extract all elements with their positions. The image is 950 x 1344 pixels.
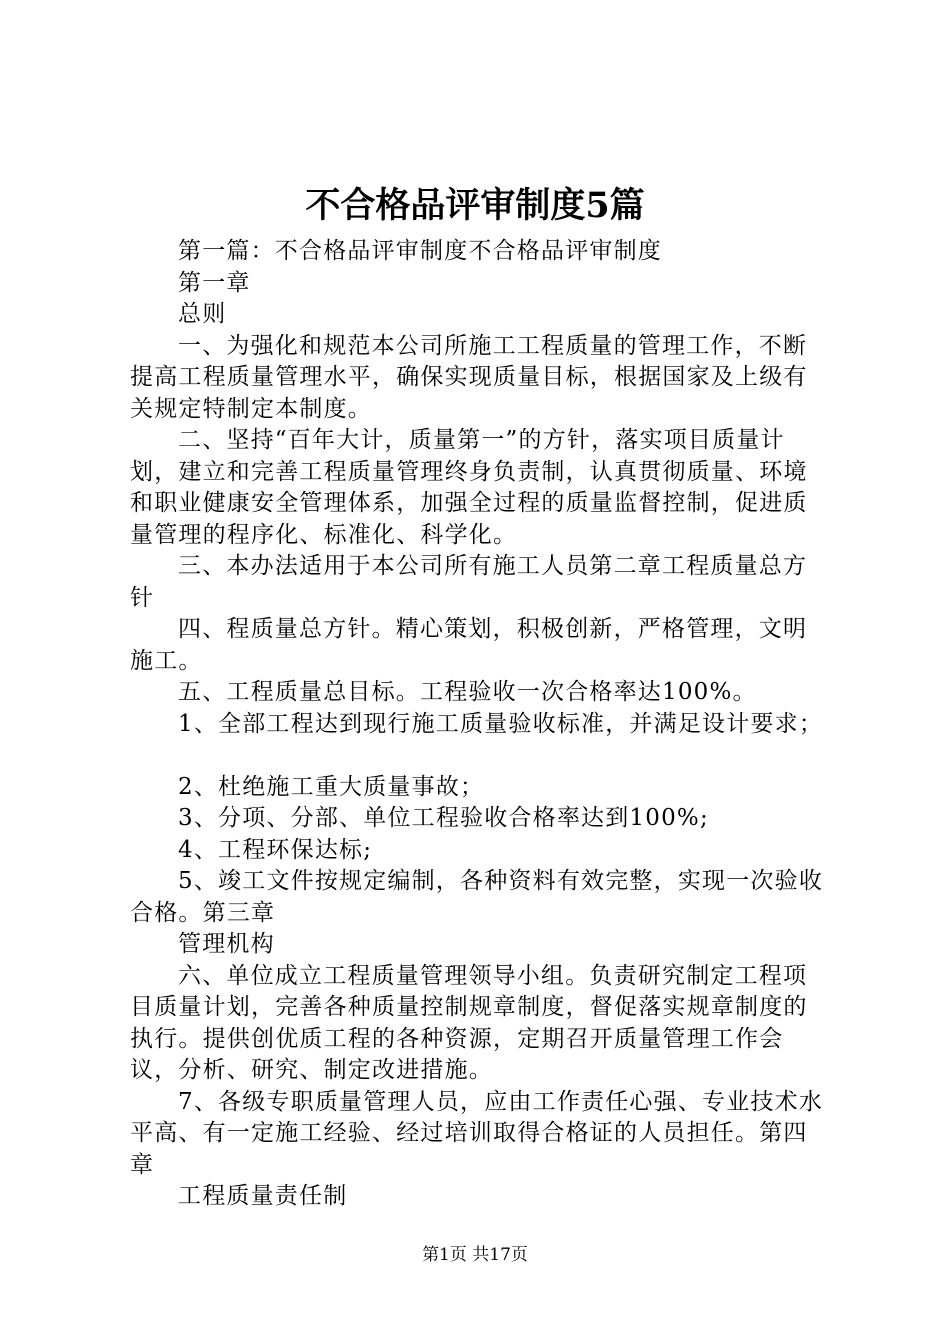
paragraph: 工程质量责任制 — [178, 1183, 348, 1209]
paragraph: 总则 — [178, 301, 227, 327]
paragraph: 管理机构 — [178, 931, 275, 957]
paragraph: 四、程质量总方针。精心策划，积极创新，严格管理，文明施工。 — [130, 616, 808, 674]
document-body — [130, 236, 830, 1213]
page-footer: 第1页 共17页 — [422, 1245, 528, 1265]
paragraph: 三、本办法适用于本公司所有施工人员第二章工程质量总方针 — [130, 553, 808, 611]
paragraph: 第一章 — [178, 269, 251, 296]
paragraph: 五、工程质量总目标。工程验收一次合格率达100%。 — [178, 679, 757, 705]
paragraph: 二、坚持“百年大计，质量第一”的方针，落实项目质量计划，建立和完善工程质量管理终身负责制，认真贯彻质量、环境和职业健康安全管理体系，加强全过程的质量监督控制，促进质量管理的程序化、标准化、科学化。 — [130, 427, 808, 548]
blank-line — [130, 740, 830, 772]
paragraph: 第一篇：不合格品评审制度不合格品评审制度 — [178, 238, 662, 264]
paragraph: 7、各级专职质量管理人员，应由工作责任心强、专业技术水平高、有一定施工经验、经过培训取得合格证的人员担任。第四章 — [130, 1088, 824, 1178]
paragraph: 4、工程环保达标; — [178, 836, 373, 863]
paragraph: 2、杜绝施工重大质量事故； — [178, 773, 485, 800]
paragraph: 3、分项、分部、单位工程验收合格率达到100%; — [178, 805, 709, 831]
paragraph: 1、全部工程达到现行施工质量验收标准，并满足设计要求； — [178, 710, 824, 737]
paragraph: 5、竣工文件按规定编制，各种资料有效完整，实现一次验收合格。第三章 — [130, 868, 824, 926]
document-title: 不合格品评审制度5篇 — [305, 185, 645, 226]
paragraph: 六、单位成立工程质量管理领导小组。负责研究制定工程项目质量计划，完善各种质量控制规章制度，督促落实规章制度的执行。提供创优质工程的各种资源，定期召开质量管理工作会议，分析、研究、制定改进措施。 — [130, 962, 808, 1083]
paragraph: 一、为强化和规范本公司所施工工程质量的管理工作，不断提高工程质量管理水平，确保实现质量目标，根据国家及上级有关规定特制定本制度。 — [130, 332, 808, 422]
